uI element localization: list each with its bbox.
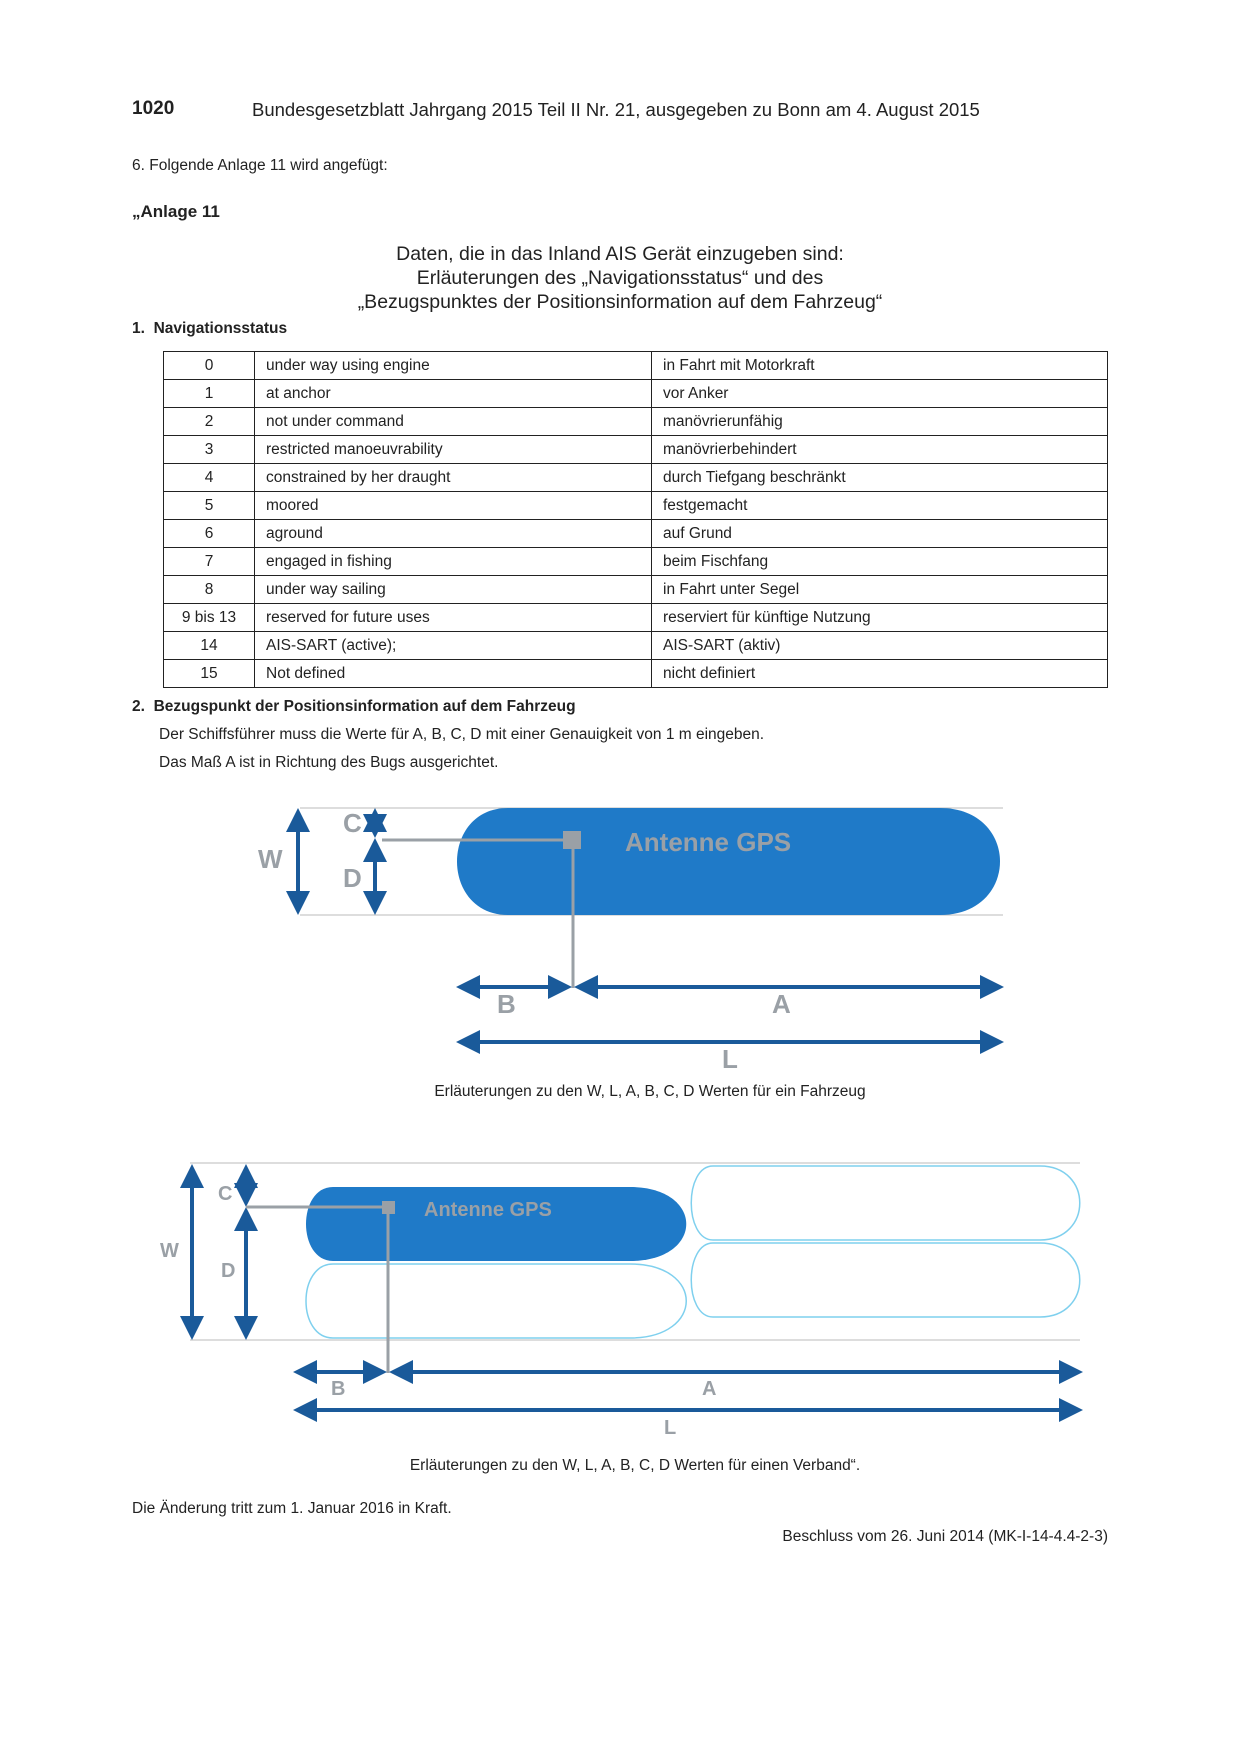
status-english-cell: at anchor bbox=[255, 380, 652, 408]
status-code-cell: 9 bis 13 bbox=[164, 604, 255, 632]
status-code-cell: 4 bbox=[164, 464, 255, 492]
document-title-line2: Erläuterungen des „Navigationsstatus“ und des bbox=[416, 267, 824, 289]
figure2-diagram bbox=[160, 1163, 1080, 1439]
document-title-line3: „Bezugspunktes der Positionsinformation auf dem Fahrzeug“ bbox=[357, 291, 883, 313]
status-english-cell: under way sailing bbox=[255, 576, 652, 604]
anlage-title: „Anlage 11 bbox=[132, 202, 220, 221]
status-german-cell: beim Fischfang bbox=[652, 548, 1108, 576]
status-code-cell: 7 bbox=[164, 548, 255, 576]
label-b: B bbox=[497, 989, 516, 1019]
gps-label: Antenne GPS bbox=[424, 1199, 552, 1221]
page-number: 1020 bbox=[132, 98, 175, 119]
intro-text: 6. Folgende Anlage 11 wird angefügt: bbox=[132, 157, 388, 174]
status-code-cell: 14 bbox=[164, 632, 255, 660]
status-english-cell: reserved for future uses bbox=[255, 604, 652, 632]
status-german-cell: durch Tiefgang beschränkt bbox=[652, 464, 1108, 492]
status-english-cell: Not defined bbox=[255, 660, 652, 688]
status-code-cell: 8 bbox=[164, 576, 255, 604]
status-german-cell: festgemacht bbox=[652, 492, 1108, 520]
status-german-cell: nicht definiert bbox=[652, 660, 1108, 688]
status-german-cell: in Fahrt unter Segel bbox=[652, 576, 1108, 604]
label-a: A bbox=[772, 989, 791, 1019]
ship-hull bbox=[457, 808, 1000, 915]
label-b: B bbox=[331, 1378, 346, 1400]
gazette-title: Bundesgesetzblatt Jahrgang 2015 Teil II Nr. 21, ausgegeben zu Bonn am 4. August 2015 bbox=[252, 99, 980, 120]
label-w: W bbox=[258, 844, 283, 874]
status-code-cell: 0 bbox=[164, 352, 255, 380]
status-german-cell: manövrierunfähig bbox=[652, 408, 1108, 436]
label-l: L bbox=[664, 1417, 677, 1439]
label-l: L bbox=[722, 1044, 738, 1074]
label-d: D bbox=[343, 863, 362, 893]
gps-label: Antenne GPS bbox=[625, 827, 792, 857]
barge-outline bbox=[691, 1166, 1080, 1240]
label-c: C bbox=[218, 1183, 233, 1205]
section2-title: Bezugspunkt der Positionsinformation auf dem Fahrzeug bbox=[153, 698, 576, 715]
status-german-cell: vor Anker bbox=[652, 380, 1108, 408]
status-english-cell: constrained by her draught bbox=[255, 464, 652, 492]
status-code-cell: 2 bbox=[164, 408, 255, 436]
figure1-caption: Erläuterungen zu den W, L, A, B, C, D Werten für ein Fahrzeug bbox=[434, 1083, 866, 1100]
barge-outline bbox=[306, 1264, 686, 1338]
section1-number: 1. bbox=[132, 320, 145, 337]
status-english-cell: aground bbox=[255, 520, 652, 548]
status-german-cell: in Fahrt mit Motorkraft bbox=[652, 352, 1108, 380]
label-a: A bbox=[702, 1378, 717, 1400]
section1-title: Navigationsstatus bbox=[153, 320, 288, 337]
status-english-cell: engaged in fishing bbox=[255, 548, 652, 576]
section2-number: 2. bbox=[132, 698, 145, 715]
status-english-cell: under way using engine bbox=[255, 352, 652, 380]
effective-date-note: Die Änderung tritt zum 1. Januar 2016 in Kraft. bbox=[132, 1500, 452, 1517]
label-w: W bbox=[160, 1240, 179, 1262]
status-english-cell: AIS-SART (active); bbox=[255, 632, 652, 660]
status-english-cell: not under command bbox=[255, 408, 652, 436]
status-german-cell: auf Grund bbox=[652, 520, 1108, 548]
status-german-cell: AIS-SART (aktiv) bbox=[652, 632, 1108, 660]
figure1-diagram bbox=[258, 808, 1003, 1074]
status-code-cell: 15 bbox=[164, 660, 255, 688]
label-c: C bbox=[343, 808, 362, 838]
decision-reference: Beschluss vom 26. Juni 2014 (MK-I-14-4.4-2-3) bbox=[782, 1528, 1108, 1545]
section2-text-line1: Der Schiffsführer muss die Werte für A, B, C, D mit einer Genauigkeit von 1 m eingeben. bbox=[159, 726, 765, 743]
status-english-cell: moored bbox=[255, 492, 652, 520]
status-code-cell: 1 bbox=[164, 380, 255, 408]
status-german-cell: reserviert für künftige Nutzung bbox=[652, 604, 1108, 632]
status-code-cell: 5 bbox=[164, 492, 255, 520]
status-code-cell: 3 bbox=[164, 436, 255, 464]
gps-antenna-marker bbox=[382, 1201, 395, 1214]
label-d: D bbox=[221, 1260, 236, 1282]
document-title-line1: Daten, die in das Inland AIS Gerät einzugeben sind: bbox=[396, 243, 844, 265]
status-english-cell: restricted manoeuvrability bbox=[255, 436, 652, 464]
figure2-caption: Erläuterungen zu den W, L, A, B, C, D Werten für einen Verband“. bbox=[409, 1457, 861, 1474]
status-code-cell: 6 bbox=[164, 520, 255, 548]
section2-text-line2: Das Maß A ist in Richtung des Bugs ausgerichtet. bbox=[159, 754, 499, 771]
status-german-cell: manövrierbehindert bbox=[652, 436, 1108, 464]
barge-outline bbox=[691, 1243, 1080, 1317]
gps-antenna-marker bbox=[563, 831, 581, 849]
